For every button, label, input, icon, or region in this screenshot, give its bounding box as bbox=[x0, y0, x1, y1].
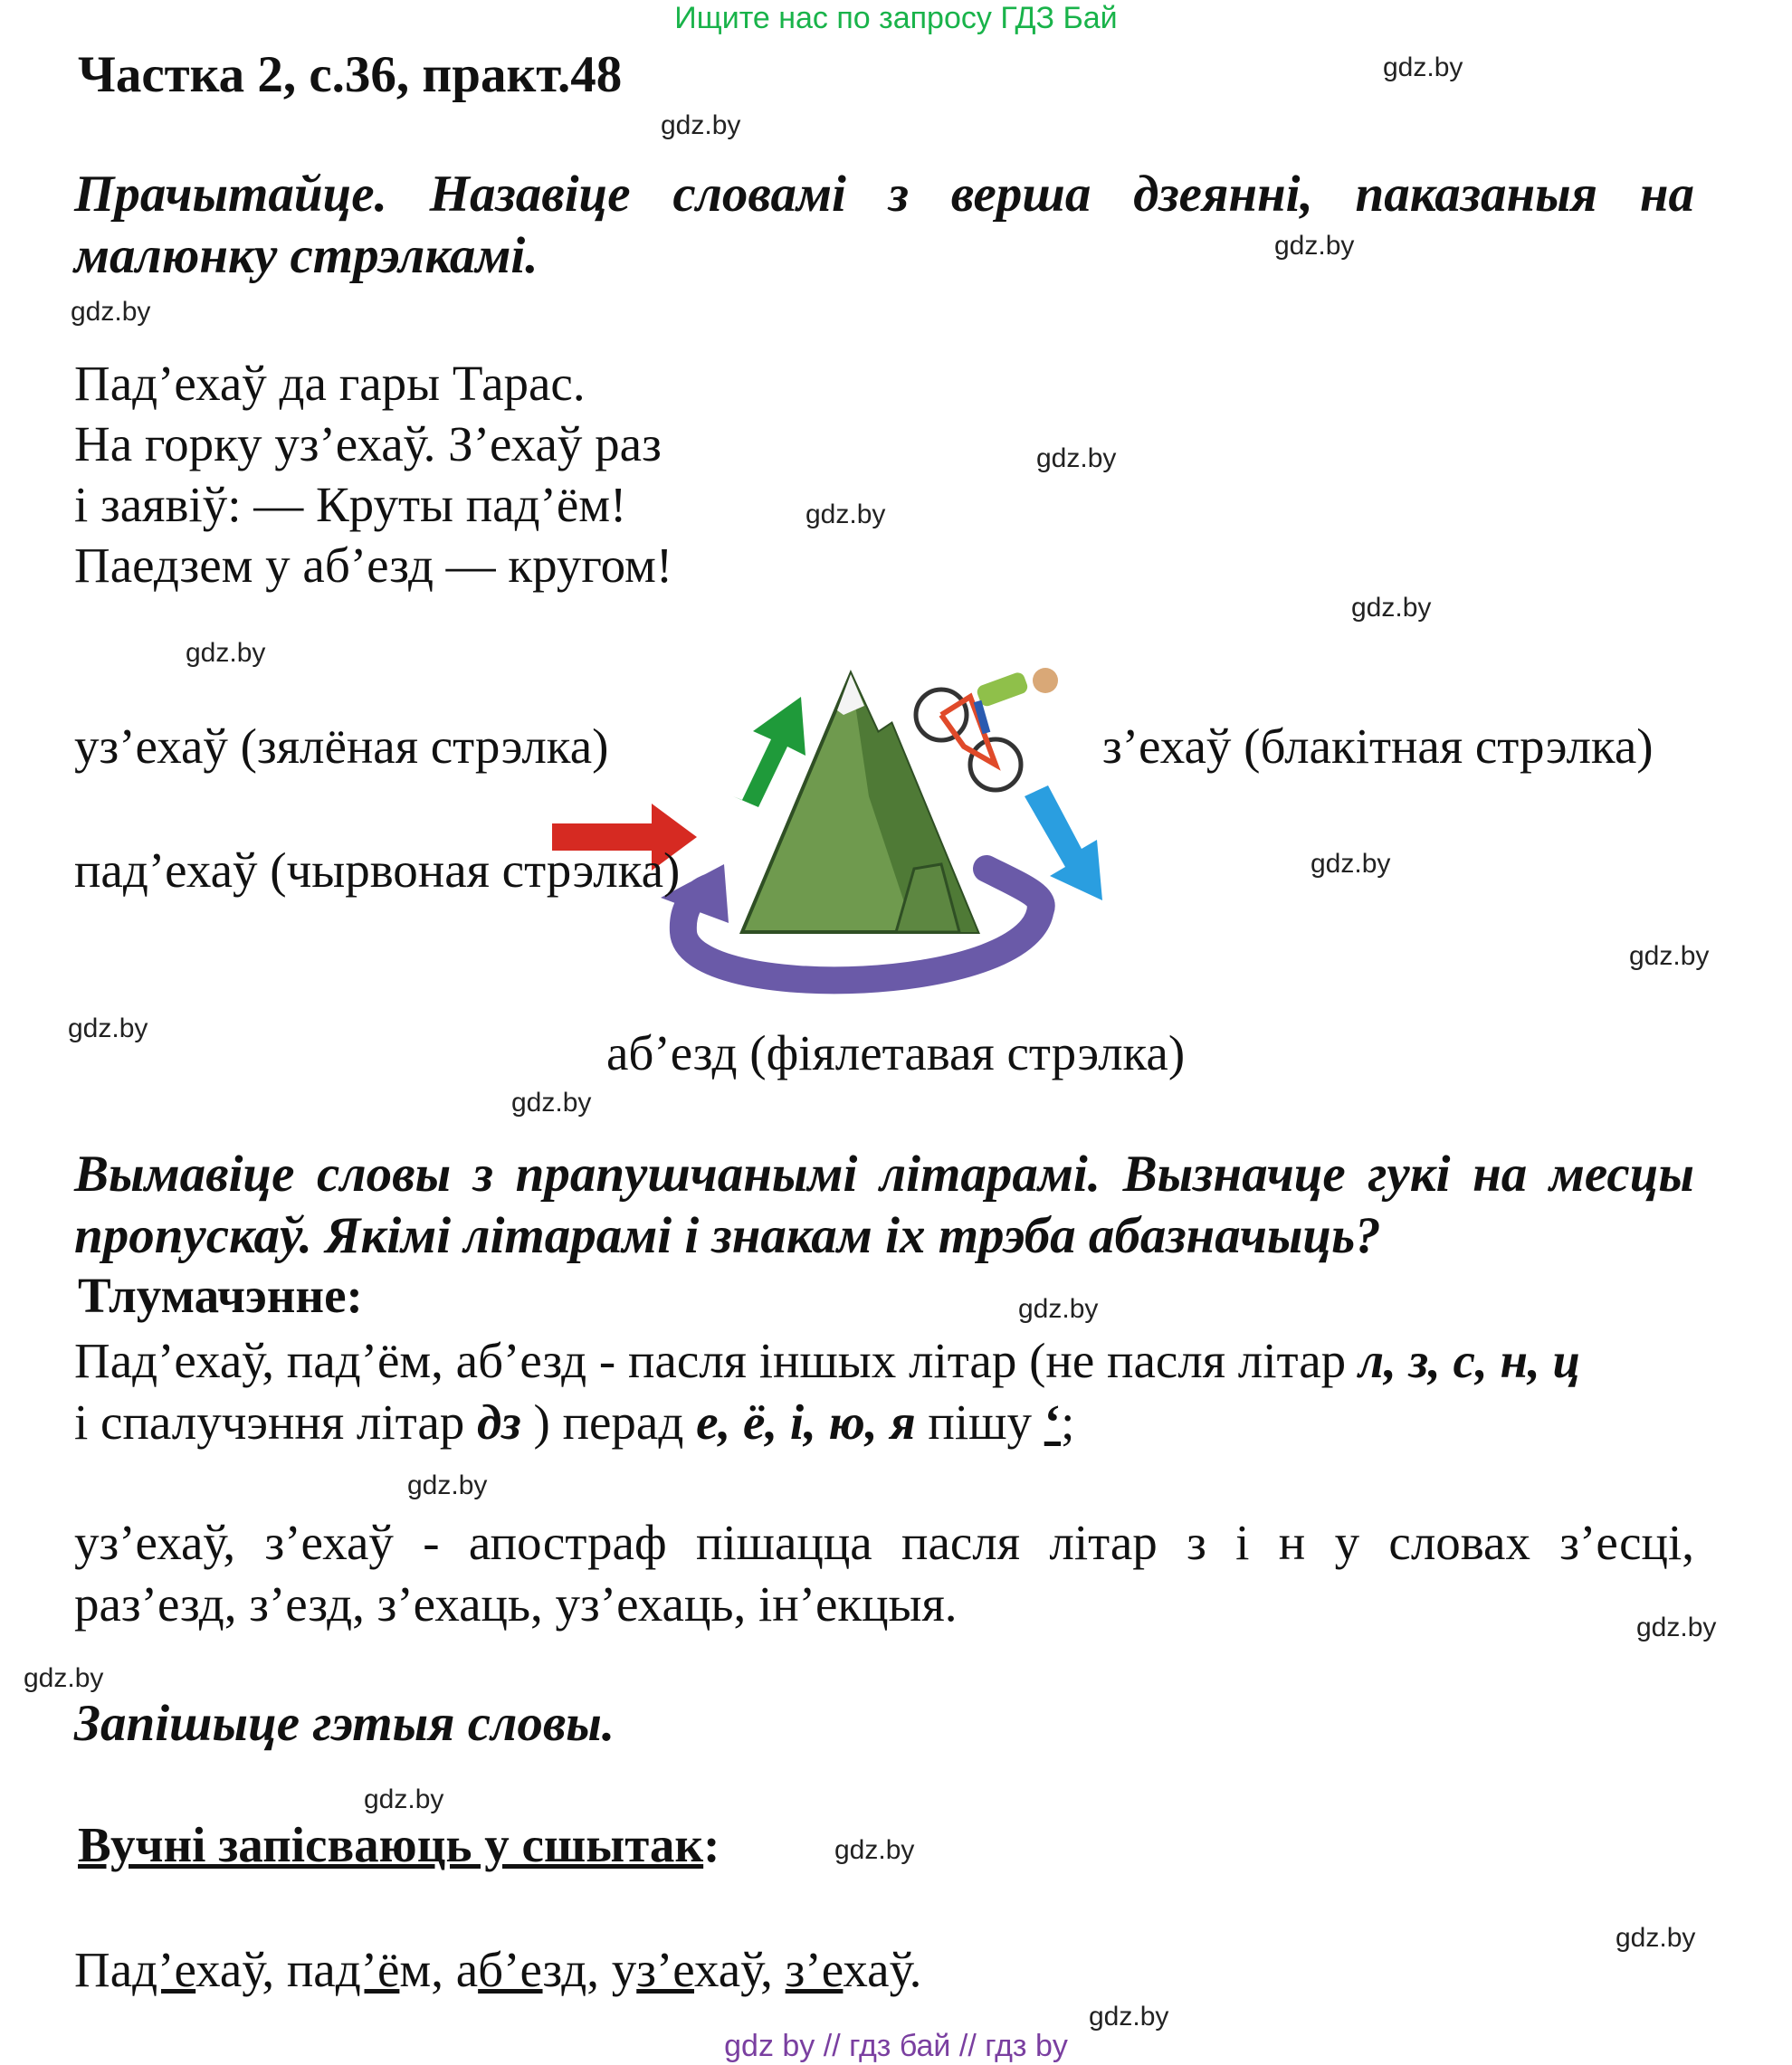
answer-line bbox=[74, 1941, 921, 1998]
label-red-arrow: пад’ехаў (чырвоная стрэлка) bbox=[74, 842, 681, 898]
green-arrow bbox=[733, 697, 805, 807]
explanation-p1-line-1 bbox=[74, 1332, 1580, 1389]
write-title-text: Вучні запісваюць у сшытак bbox=[78, 1817, 704, 1872]
explanation-p1-text: Пад’ехаў, пад’ём, аб’езд - пасля іншых літар (не пасля літар bbox=[74, 1333, 1358, 1388]
task-2-line-2: пропускаў. Якімі літарамі і знакам іх трэба абазначыць? bbox=[74, 1207, 1381, 1264]
explanation-p1-line-2 bbox=[74, 1394, 1074, 1451]
explanation-dz: дз bbox=[477, 1394, 521, 1450]
answer-word-1-c: хаў, bbox=[195, 1942, 287, 1997]
task-1-line-1: Прачытайце. Назавіце словамі з верша дзеянні, паказаныя на bbox=[74, 166, 1694, 223]
watermark: gdz.by bbox=[24, 1663, 104, 1693]
answer-word-1-gap: д’е bbox=[132, 1942, 196, 1997]
answer-word-4-c: хаў, bbox=[693, 1942, 786, 1997]
answer-word-4-a: у bbox=[611, 1942, 637, 1997]
answer-word-2-a: па bbox=[286, 1942, 336, 1997]
explanation-title: Тлумачэнне: bbox=[78, 1268, 363, 1323]
label-green-arrow: уз’ехаў (зялёная стрэлка) bbox=[74, 718, 609, 774]
watermark: gdz.by bbox=[407, 1470, 488, 1500]
watermark: gdz.by bbox=[1383, 52, 1463, 82]
write-title bbox=[78, 1816, 720, 1873]
watermark: gdz.by bbox=[661, 110, 741, 140]
explanation-vowels: е, ё, і, ю, я bbox=[696, 1394, 916, 1450]
watermark: gdz.by bbox=[834, 1835, 915, 1865]
answer-word-3-c: зд, bbox=[542, 1942, 612, 1997]
watermark: gdz.by bbox=[364, 1784, 444, 1814]
watermark: gdz.by bbox=[71, 297, 151, 327]
write-title-colon: : bbox=[703, 1817, 720, 1872]
page-title: Частка 2, с.36, практ.48 bbox=[78, 46, 623, 103]
cyclist-icon bbox=[916, 668, 1058, 790]
poem-line-2: На горку уз’ехаў. З’ехаў раз bbox=[74, 416, 662, 471]
explanation-p1-text-a: і спалучэння літар bbox=[74, 1394, 477, 1450]
explanation-p1-end: ; bbox=[1061, 1394, 1075, 1450]
poem-line-3: і заявіў: — Круты пад’ём! bbox=[74, 477, 627, 532]
top-banner: Ищите нас по запросу ГДЗ Бай bbox=[674, 1, 1118, 35]
label-blue-arrow: з’ехаў (блакітная стрэлка) bbox=[1102, 718, 1654, 774]
answer-word-3-gap: б’е bbox=[478, 1942, 543, 1997]
watermark: gdz.by bbox=[186, 638, 266, 668]
watermark: gdz.by bbox=[511, 1088, 592, 1118]
apostrophe-mark: ‘ bbox=[1044, 1394, 1062, 1450]
answer-word-5-c: хаў. bbox=[843, 1942, 922, 1997]
footer: gdz by // гдз бай // гдз by bbox=[724, 2029, 1068, 2063]
task-2-line-1: Вымавіце словы з прапушчанымі літарамі. Вызначце гукі на месцы bbox=[74, 1146, 1694, 1203]
explanation-p1-letters: л, з, с, н, ц bbox=[1358, 1333, 1581, 1388]
task-3: Запішыце гэтыя словы. bbox=[74, 1695, 615, 1752]
label-violet-arrow: аб’езд (фіялетавая стрэлка) bbox=[606, 1025, 1186, 1080]
watermark: gdz.by bbox=[1636, 1613, 1717, 1642]
answer-word-1-a: Па bbox=[74, 1942, 133, 1997]
explanation-p2-line-1: уз’ехаў, з’ехаў - апостраф пішацца пасля літар з і н у словах з’есці, bbox=[74, 1515, 1694, 1570]
watermark: gdz.by bbox=[1311, 849, 1391, 879]
answer-word-3-a: а bbox=[455, 1942, 479, 1997]
poem-line-1: Пад’ехаў да гары Тарас. bbox=[74, 356, 586, 411]
task-1-line-2: малюнку стрэлкамі. bbox=[74, 227, 539, 284]
violet-arrow-front bbox=[987, 869, 1042, 909]
watermark: gdz.by bbox=[1036, 443, 1117, 473]
explanation-p1-text-b: ) перад bbox=[520, 1394, 697, 1450]
watermark: gdz.by bbox=[1616, 1923, 1696, 1953]
watermark: gdz.by bbox=[1274, 231, 1355, 261]
watermark: gdz.by bbox=[1351, 593, 1432, 623]
answer-word-2-gap: д’ё bbox=[335, 1942, 400, 1997]
watermark: gdz.by bbox=[1089, 2002, 1169, 2032]
explanation-p1-text-c: пішу bbox=[915, 1394, 1044, 1450]
explanation-p2-line-2: раз’езд, з’езд, з’ехаць, уз’ехаць, ін’екцыя. bbox=[74, 1576, 958, 1632]
answer-word-4-gap: з’е bbox=[636, 1942, 694, 1997]
watermark: gdz.by bbox=[1018, 1294, 1099, 1324]
watermark: gdz.by bbox=[1629, 941, 1710, 971]
watermark: gdz.by bbox=[805, 500, 886, 529]
answer-word-2-c: м, bbox=[399, 1942, 456, 1997]
poem-line-4: Паедзем у аб’езд — кругом! bbox=[74, 538, 673, 593]
answer-word-5-gap: з’е bbox=[785, 1942, 844, 1997]
watermark: gdz.by bbox=[68, 1013, 148, 1043]
